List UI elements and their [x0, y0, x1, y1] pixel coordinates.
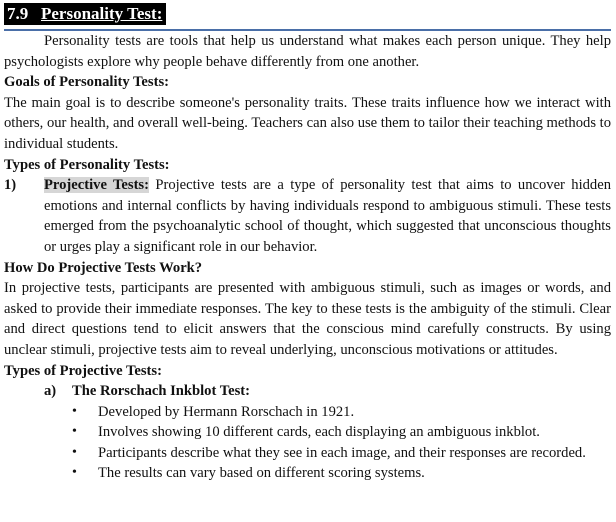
goals-paragraph: The main goal is to describe someone's personality traits. These traits influence how we interact with others, our health, and overall well-being. Teachers can also use them to tailor their teaching methods to individual students. — [4, 94, 611, 152]
types-heading: Types of Personality Tests: — [4, 156, 170, 173]
sub-item-letter: a) — [44, 383, 57, 400]
bullet-text: Involves showing 10 different cards, each displaying an ambiguous inkblot. — [98, 424, 540, 441]
projective-tests-text: Projective tests are a type of personality test that aims to uncover hidden emotions and internal conflicts by having individuals respond to ambiguous stimuli. These tests emerged from the psychoanalytic school of thought, which suggested that unconscious thoughts or urges play a significant role in our behavior. — [44, 177, 612, 255]
sub-item-label: The Rorschach Inkblot Test: — [72, 383, 250, 400]
list-item — [72, 422, 611, 443]
projective-type-item — [44, 381, 611, 402]
bullet-icon: • — [72, 444, 77, 460]
goals-heading: Goals of Personality Tests: — [4, 74, 169, 91]
types-list-item — [4, 175, 611, 257]
header-rule — [4, 29, 611, 31]
list-item-number: 1) — [4, 177, 17, 194]
bullet-icon: • — [72, 465, 77, 481]
list-item — [72, 463, 611, 484]
bullet-text: Participants describe what they see in each image, and their responses are recorded. — [98, 444, 586, 461]
how-paragraph: In projective tests, participants are presented with ambiguous stimuli, such as images or words, and asked to provide their immediate responses. The key to these tests is the ambiguity of the stimuli. Clear and direct questions tend to elicit answers that the conscious mind carefully constructs. By using unclear stimuli, projective tests aim to reveal underlying, unconscious motivations or attitudes. — [4, 280, 611, 358]
how-heading: How Do Projective Tests Work? — [4, 259, 203, 276]
projective-types-heading: Types of Projective Tests: — [4, 362, 162, 379]
projective-tests-label: Projective Tests: — [44, 177, 149, 194]
bullet-icon: • — [72, 403, 77, 419]
bullet-text: Developed by Hermann Rorschach in 1921. — [98, 403, 355, 420]
section-header — [4, 0, 611, 31]
list-item — [72, 443, 611, 464]
bullet-icon: • — [72, 424, 77, 440]
bullet-text: The results can vary based on different scoring systems. — [98, 465, 425, 482]
section-number: 7.9 — [7, 4, 29, 23]
intro-paragraph: Personality tests are tools that help us understand what makes each person unique. They help psychologists explore why people behave differently from one another. — [4, 33, 611, 70]
list-item — [72, 402, 611, 423]
list-item-body — [44, 175, 611, 257]
section-heading-box — [4, 3, 166, 25]
rorschach-bullet-list — [4, 402, 611, 484]
section-title: Personality Test: — [41, 4, 163, 23]
